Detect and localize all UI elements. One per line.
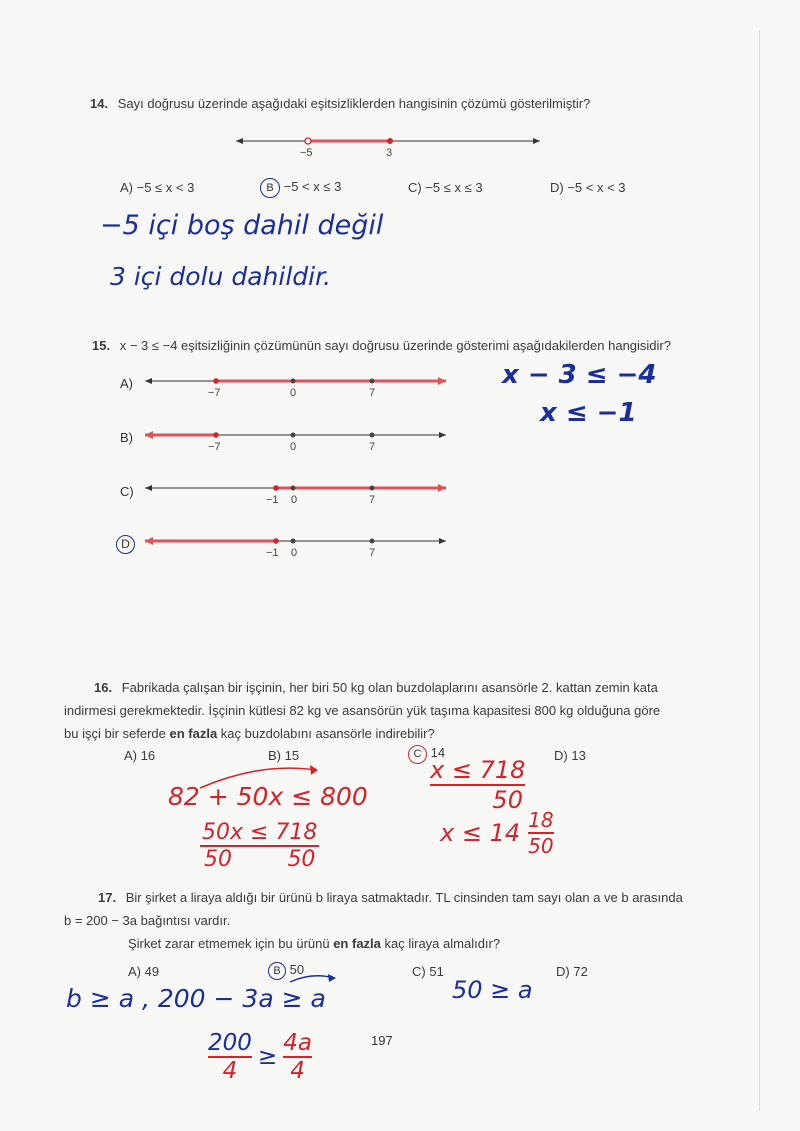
fraction-denominator: 50: [492, 786, 523, 814]
option-text: 15: [284, 748, 300, 763]
fraction-denominator: 4: [290, 1058, 305, 1084]
tick-label: 7: [369, 441, 376, 453]
question-text: Bir şirket a liraya aldığı bir ürünü b liraya satmaktadır. TL cinsinden tam sayı olan a ve b arasında: [125, 890, 683, 905]
selected-circle: B: [260, 178, 280, 198]
option-a[interactable]: A): [120, 376, 133, 391]
question-text: Fabrikada çalışan bir işçinin, her biri 50 kg olan buzdolaplarını asansörle 2. kattan zemin kata: [121, 680, 658, 695]
tick-label: 7: [369, 547, 376, 559]
fraction-numerator: x ≤ 718: [430, 756, 526, 784]
option-letter: A): [128, 964, 141, 979]
option-text: 49: [144, 964, 160, 979]
option-letter: A): [120, 180, 133, 195]
option-letter: B): [268, 748, 281, 763]
tick-label: −1: [266, 547, 279, 559]
fraction-numerator: 18: [528, 808, 554, 832]
handwritten-equation: 82 + 50x ≤ 800: [168, 782, 368, 811]
handwritten-note: x − 3 ≤ −4: [502, 360, 657, 390]
option-text: 50: [289, 962, 305, 977]
option-letter: C): [412, 964, 426, 979]
fraction-denominator: 50: [528, 834, 554, 858]
fraction-denominator: 4: [222, 1058, 238, 1084]
selected-circle: B: [268, 962, 286, 980]
tick-label: 7: [369, 387, 376, 399]
option-text: −5 < x < 3: [567, 180, 626, 195]
tick-label: −7: [208, 441, 221, 453]
question-number: 17.: [98, 890, 117, 905]
option-text: 72: [573, 964, 588, 979]
tick-label: 3: [386, 147, 393, 159]
tick-label: 0: [291, 547, 298, 559]
option-letter: A): [124, 748, 137, 763]
question-text: kaç liraya almalıdır?: [380, 936, 501, 951]
question-text: x − 3 ≤ −4 eşitsizliğinin çözümünün sayı doğrusu üzerinde gösterimi aşağıdakilerden hangisidir?: [119, 338, 671, 353]
fraction-numerator: 50x ≤ 718: [202, 820, 318, 845]
option-b[interactable]: B): [120, 430, 133, 445]
question-line: indirmesi gerekmektedir. İşçinin kütlesi 82 kg ve asansörün yük taşıma kapasitesi 800 kg olduğuna göre: [64, 703, 661, 718]
handwritten-note: −5 içi boş dahil değil: [100, 210, 384, 241]
emphasis-text: en fazla: [169, 726, 218, 741]
fraction-numerator: 4a: [283, 1030, 312, 1056]
option-letter: D): [554, 748, 568, 763]
option-text: −5 ≤ x ≤ 3: [425, 180, 483, 195]
option-text: −5 < x ≤ 3: [283, 179, 342, 194]
handwritten-equation: b ≥ a , 200 − 3a ≥ a: [66, 984, 326, 1013]
option-text: −5 ≤ x < 3: [136, 180, 195, 195]
tick-label: −1: [266, 494, 279, 506]
tick-label: −7: [208, 387, 221, 399]
selected-circle: D: [116, 535, 135, 554]
handwritten-fraction: [283, 1030, 312, 1084]
option-letter: C): [408, 180, 422, 195]
fraction-numerator: 200: [208, 1030, 252, 1056]
whole-part: x ≤ 14: [440, 819, 521, 847]
question-number: 15.: [92, 338, 111, 353]
tick-label: 0: [291, 494, 298, 506]
handwritten-note: 3 içi dolu dahildir.: [110, 262, 332, 291]
question-number: 16.: [94, 680, 113, 695]
handwritten-equation: 50 ≥ a: [452, 976, 533, 1004]
tick-label: 0: [290, 441, 297, 453]
question-line: b = 200 − 3a bağıntısı vardır.: [64, 913, 231, 928]
question-text: Şirket zarar etmemek için bu ürünü: [128, 936, 334, 951]
question-number: 14.: [90, 96, 109, 111]
tick-label: 0: [290, 387, 297, 399]
emphasis-text: en fazla: [333, 936, 381, 951]
option-letter: D): [556, 964, 570, 979]
option-text: 16: [140, 748, 156, 763]
option-text: 51: [429, 964, 444, 979]
question-text: bu işçi bir seferde: [64, 726, 170, 741]
page-number: 197: [371, 1033, 393, 1048]
option-letter: D): [550, 180, 564, 195]
option-text: 14: [430, 745, 446, 760]
tick-label: 7: [369, 494, 376, 506]
option-c[interactable]: C): [120, 484, 134, 499]
handwritten-note: x ≤ −1: [540, 398, 637, 428]
handwritten-fraction-equation: [208, 1030, 312, 1084]
question-text: Sayı doğrusu üzerinde aşağıdaki eşitsizliklerden hangisinin çözümü gösterilmiştir?: [117, 96, 591, 111]
question-text: kaç buzdolabını asansörle indirebilir?: [217, 726, 435, 741]
selected-circle: C: [408, 745, 427, 764]
handwritten-fraction: [208, 1030, 252, 1084]
denominator-right: 50: [287, 847, 316, 872]
denominator-left: 50: [204, 847, 232, 872]
tick-label: −5: [300, 147, 313, 159]
relation-sign: ≥: [257, 1044, 278, 1070]
option-text: 13: [571, 748, 586, 763]
